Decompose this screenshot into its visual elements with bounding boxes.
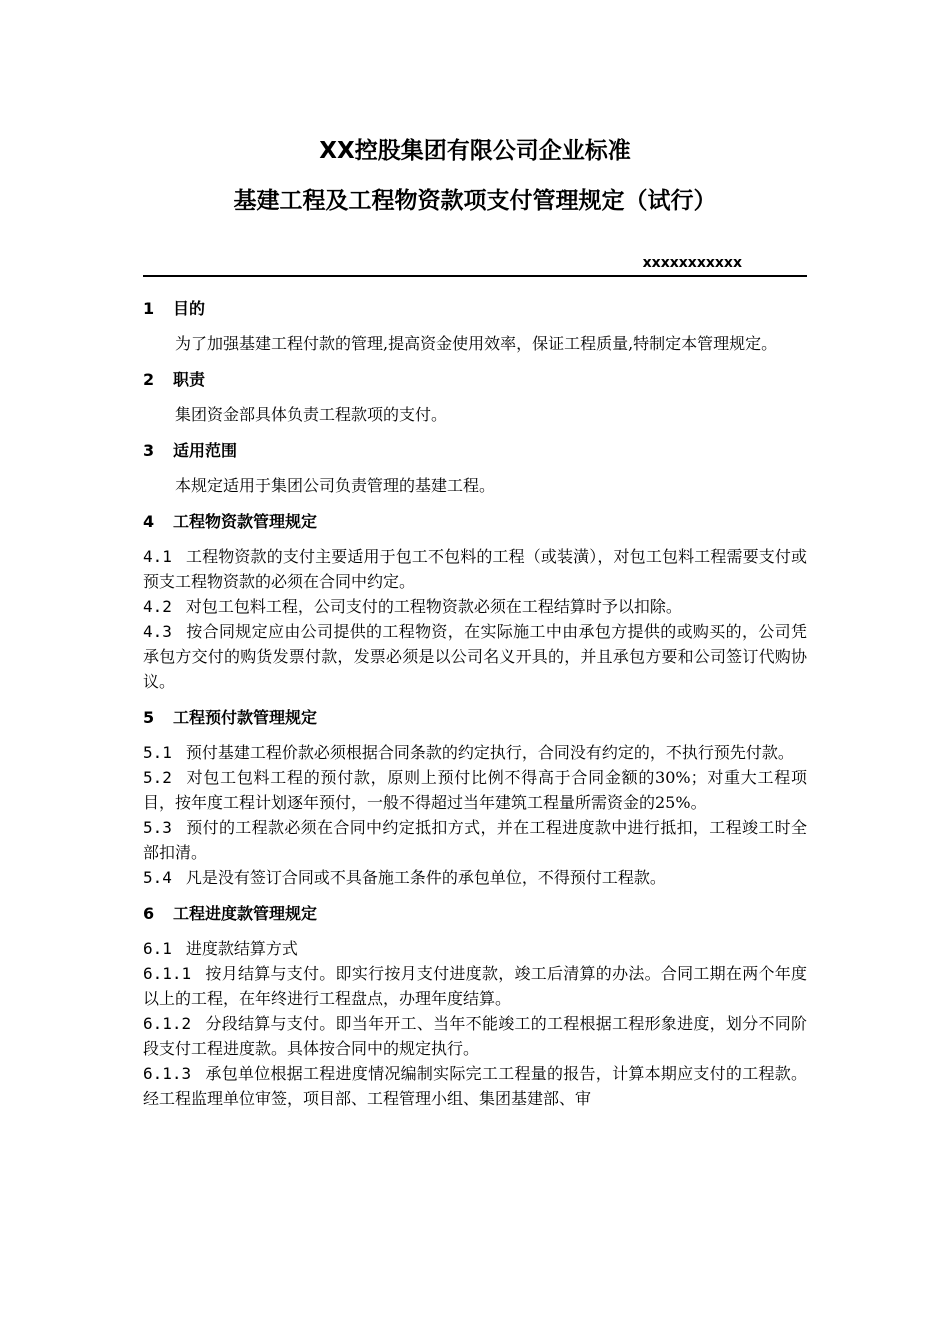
clause-item bbox=[143, 740, 807, 765]
clause-item bbox=[143, 815, 807, 865]
section-number: 4 bbox=[143, 512, 155, 531]
section-paragraph-3: 本规定适用于集团公司负责管理的基建工程。 bbox=[175, 476, 496, 495]
section-title: 目的 bbox=[173, 299, 206, 318]
section-title: 适用范围 bbox=[173, 441, 238, 460]
section-title: 工程物资款管理规定 bbox=[173, 512, 318, 531]
section-heading-4 bbox=[143, 509, 807, 535]
clause-number: 6.1.1 bbox=[143, 964, 192, 983]
section-heading-6 bbox=[143, 901, 807, 927]
clause-item bbox=[143, 619, 807, 694]
clause-number: 6.1.2 bbox=[143, 1014, 192, 1033]
document-body bbox=[143, 296, 807, 1111]
clause-text: 分段结算与支付。即当年开工、当年不能竣工的工程根据工程形象进度，划分不同阶段支付工程进度款。具体按合同中的规定执行。 bbox=[143, 1014, 807, 1058]
section-title: 工程预付款管理规定 bbox=[173, 708, 318, 727]
document-title-line2: 基建工程及工程物资款项支付管理规定（试行） bbox=[233, 188, 717, 214]
clause-number: 6.1 bbox=[143, 939, 172, 958]
clause-text: 按月结算与支付。即实行按月支付进度款，竣工后清算的办法。合同工期在两个年度以上的工程，在年终进行工程盘点，办理年度结算。 bbox=[143, 964, 807, 1008]
clause-text: 对包工包料工程的预付款，原则上预付比例不得高于合同金额的30%；对重大工程项目，按年度工程计划逐年预付，一般不得超过当年建筑工程量所需资金的25%。 bbox=[143, 768, 807, 812]
clause-text: 凡是没有签订合同或不具备施工条件的承包单位，不得预付工程款。 bbox=[185, 868, 666, 887]
clause-item bbox=[143, 1011, 807, 1061]
clause-text: 按合同规定应由公司提供的工程物资，在实际施工中由承包方提供的或购买的，公司凭承包方交付的购货发票付款，发票必须是以公司名义开具的，并且承包方要和公司签订代购协议。 bbox=[143, 622, 807, 691]
section-heading-1 bbox=[143, 296, 807, 322]
clause-number: 5.4 bbox=[143, 868, 172, 887]
clause-number: 4.3 bbox=[143, 622, 172, 641]
section-number: 1 bbox=[143, 299, 155, 318]
clause-item bbox=[143, 594, 807, 619]
clause-text: 进度款结算方式 bbox=[185, 939, 298, 958]
section-number: 5 bbox=[143, 708, 155, 727]
clause-number: 5.3 bbox=[143, 818, 172, 837]
section-number: 6 bbox=[143, 904, 155, 923]
clause-text: 预付的工程款必须在合同中约定抵扣方式，并在工程进度款中进行抵扣，工程竣工时全部扣清。 bbox=[143, 818, 807, 862]
clause-number: 4.1 bbox=[143, 547, 172, 566]
section-heading-3 bbox=[143, 438, 807, 464]
header-divider bbox=[143, 275, 807, 277]
clause-text: 工程物资款的支付主要适用于包工不包料的工程（或装潢），对包工包料工程需要支付或预支工程物资款的必须在合同中约定。 bbox=[143, 547, 807, 591]
clause-item bbox=[143, 961, 807, 1011]
section-heading-2 bbox=[143, 367, 807, 393]
document-number: xxxxxxxxxxx bbox=[642, 255, 742, 271]
clause-text: 预付基建工程价款必须根据合同条款的约定执行，合同没有约定的，不执行预先付款。 bbox=[185, 743, 794, 762]
clause-item bbox=[143, 765, 807, 815]
clause-text: 承包单位根据工程进度情况编制实际完工工程量的报告，计算本期应支付的工程款。经工程监理单位审签，项目部、工程管理小组、集团基建部、审 bbox=[143, 1064, 807, 1108]
document-title-line1: XX控股集团有限公司企业标准 bbox=[319, 138, 631, 164]
clause-item bbox=[143, 865, 807, 890]
section-heading-5 bbox=[143, 705, 807, 731]
section-paragraph-2: 集团资金部具体负责工程款项的支付。 bbox=[175, 405, 448, 424]
clause-item bbox=[143, 1061, 807, 1111]
clause-number: 5.1 bbox=[143, 743, 172, 762]
section-number: 3 bbox=[143, 441, 155, 460]
section-title: 工程进度款管理规定 bbox=[173, 904, 318, 923]
clause-item bbox=[143, 936, 807, 961]
section-number: 2 bbox=[143, 370, 155, 389]
clause-number: 6.1.3 bbox=[143, 1064, 192, 1083]
section-paragraph-1: 为了加强基建工程付款的管理,提高资金使用效率，保证工程质量,特制定本管理规定。 bbox=[175, 334, 778, 353]
section-title: 职责 bbox=[173, 370, 206, 389]
clause-number: 4.2 bbox=[143, 597, 172, 616]
clause-item bbox=[143, 544, 807, 594]
clause-text: 对包工包料工程，公司支付的工程物资款必须在工程结算时予以扣除。 bbox=[185, 597, 682, 616]
clause-number: 5.2 bbox=[143, 768, 172, 787]
